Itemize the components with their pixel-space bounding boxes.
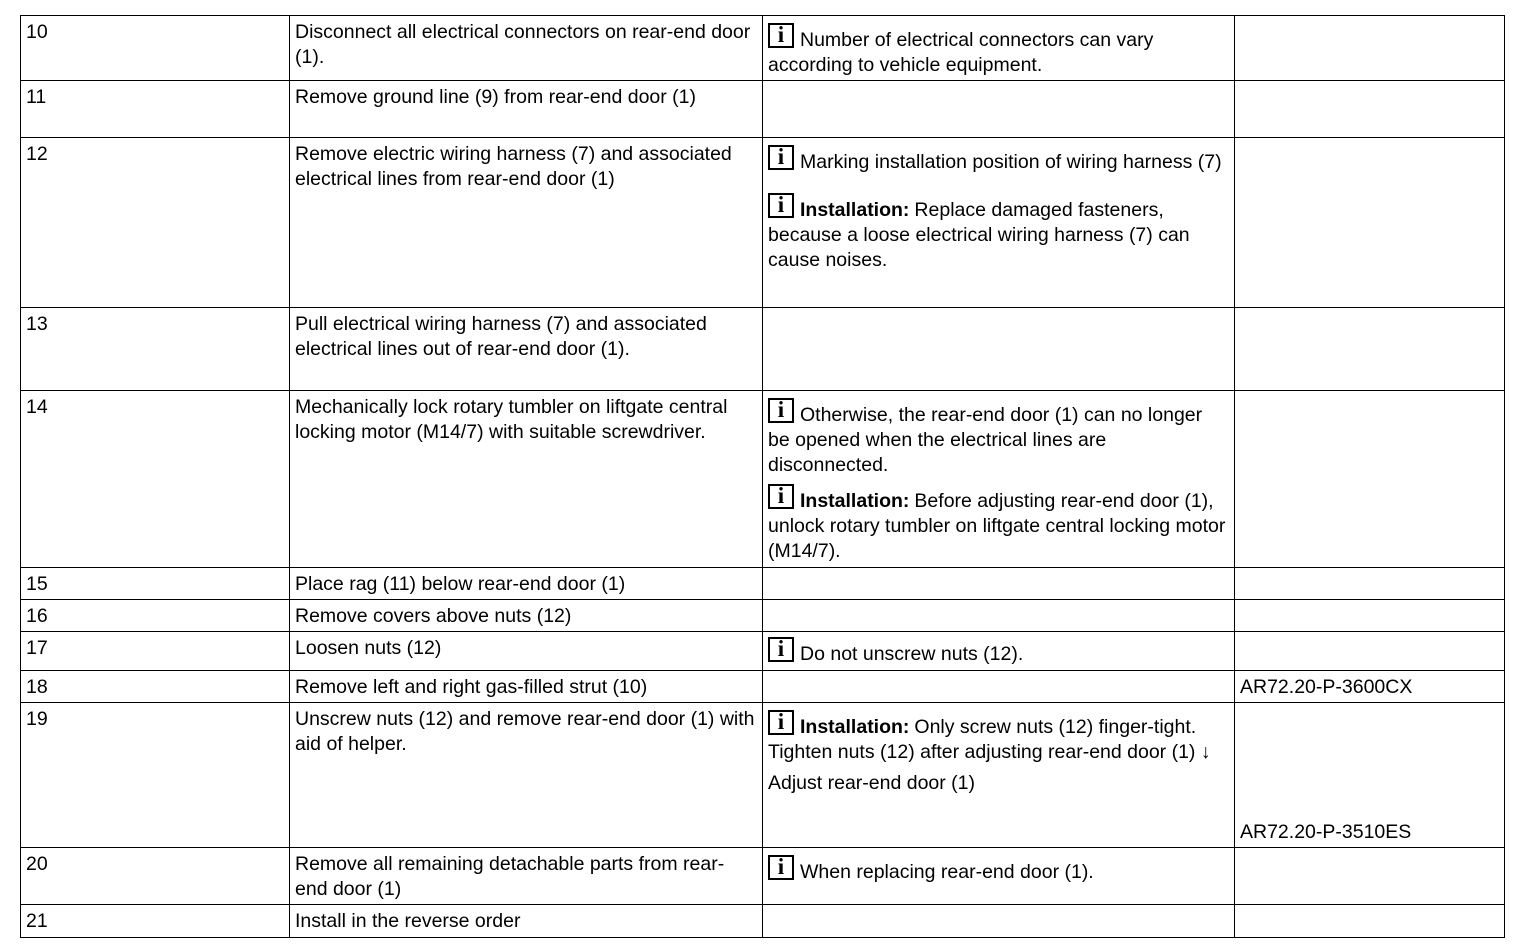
step-number: 21 bbox=[21, 905, 290, 938]
step-notes bbox=[763, 568, 1235, 600]
table-row bbox=[21, 391, 1505, 568]
step-action: Unscrew nuts (12) and remove rear-end door (1) with aid of helper. bbox=[290, 703, 763, 848]
table-row bbox=[21, 703, 1505, 848]
step-reference bbox=[1235, 632, 1505, 671]
info-icon bbox=[768, 23, 794, 48]
step-action: Mechanically lock rotary tumbler on liftgate central locking motor (M14/7) with suitable screwdriver. bbox=[290, 391, 763, 568]
table-row bbox=[21, 600, 1505, 632]
note bbox=[768, 484, 1228, 564]
step-action: Remove left and right gas-filled strut (10) bbox=[290, 671, 763, 703]
step-action: Remove ground line (9) from rear-end door (1) bbox=[290, 81, 763, 138]
note bbox=[768, 145, 1228, 175]
step-action: Pull electrical wiring harness (7) and associated electrical lines out of rear-end door (1). bbox=[290, 308, 763, 391]
table-row bbox=[21, 632, 1505, 671]
step-number: 16 bbox=[21, 600, 290, 632]
info-icon bbox=[768, 398, 794, 423]
table-row bbox=[21, 568, 1505, 600]
step-reference bbox=[1235, 703, 1505, 848]
step-reference bbox=[1235, 308, 1505, 391]
note-text: Number of electrical connectors can vary according to vehicle equipment. bbox=[768, 29, 1154, 76]
table-row bbox=[21, 671, 1505, 703]
step-number: 11 bbox=[21, 81, 290, 138]
step-number: 10 bbox=[21, 16, 290, 81]
step-reference bbox=[1235, 848, 1505, 905]
step-notes bbox=[763, 703, 1235, 848]
step-notes bbox=[763, 308, 1235, 391]
table-row bbox=[21, 905, 1505, 938]
step-notes bbox=[763, 848, 1235, 905]
step-number: 19 bbox=[21, 703, 290, 848]
info-icon bbox=[768, 637, 794, 662]
note-text: Replace damaged fasteners, because a loose electrical wiring harness (7) can cause noises. bbox=[768, 199, 1190, 271]
note-label: Installation: bbox=[800, 716, 910, 738]
note-text: Before adjusting rear-end door (1), unlock rotary tumbler on liftgate central locking motor (M14/7). bbox=[768, 490, 1226, 562]
step-action: Install in the reverse order bbox=[290, 905, 763, 938]
step-reference bbox=[1235, 600, 1505, 632]
note bbox=[768, 23, 1228, 78]
step-number: 18 bbox=[21, 671, 290, 703]
info-icon bbox=[768, 855, 794, 880]
step-notes bbox=[763, 671, 1235, 703]
step-reference bbox=[1235, 138, 1505, 308]
note-text: Otherwise, the rear-end door (1) can no longer be opened when the electrical lines are disconnected. bbox=[768, 404, 1203, 476]
info-icon bbox=[768, 193, 794, 218]
step-notes bbox=[763, 138, 1235, 308]
step-number: 17 bbox=[21, 632, 290, 671]
note bbox=[768, 855, 1228, 885]
step-action: Place rag (11) below rear-end door (1) bbox=[290, 568, 763, 600]
info-icon bbox=[768, 484, 794, 509]
step-reference: AR72.20-P-3600CX bbox=[1235, 671, 1505, 703]
info-icon bbox=[768, 710, 794, 735]
table-row bbox=[21, 16, 1505, 81]
step-notes bbox=[763, 16, 1235, 81]
step-reference bbox=[1235, 905, 1505, 938]
step-notes bbox=[763, 905, 1235, 938]
step-number: 15 bbox=[21, 568, 290, 600]
note-text: Do not unscrew nuts (12). bbox=[800, 643, 1024, 665]
step-action: Loosen nuts (12) bbox=[290, 632, 763, 671]
step-number: 13 bbox=[21, 308, 290, 391]
table-row bbox=[21, 81, 1505, 138]
step-notes bbox=[763, 632, 1235, 671]
note bbox=[768, 710, 1228, 740]
note-text: Tighten nuts (12) after adjusting rear-end door (1) ↓ bbox=[768, 741, 1211, 763]
step-reference bbox=[1235, 16, 1505, 81]
step-reference bbox=[1235, 568, 1505, 600]
reference-code[interactable]: AR72.20-P-3510ES bbox=[1240, 821, 1412, 843]
step-action: Disconnect all electrical connectors on rear-end door (1). bbox=[290, 16, 763, 81]
step-number: 14 bbox=[21, 391, 290, 568]
note-text: Only screw nuts (12) finger-tight. bbox=[914, 716, 1197, 738]
note-text: When replacing rear-end door (1). bbox=[800, 861, 1094, 883]
step-action: Remove electric wiring harness (7) and associated electrical lines from rear-end door (1) bbox=[290, 138, 763, 308]
step-reference bbox=[1235, 81, 1505, 138]
step-number: 12 bbox=[21, 138, 290, 308]
step-reference bbox=[1235, 391, 1505, 568]
table-row bbox=[21, 848, 1505, 905]
step-notes bbox=[763, 81, 1235, 138]
table-row bbox=[21, 308, 1505, 391]
info-icon bbox=[768, 145, 794, 170]
note-text: Marking installation position of wiring harness (7) bbox=[800, 151, 1222, 173]
table-row bbox=[21, 138, 1505, 308]
note bbox=[768, 398, 1228, 478]
procedure-table bbox=[20, 15, 1505, 938]
note bbox=[768, 193, 1228, 273]
step-action: Remove all remaining detachable parts from rear-end door (1) bbox=[290, 848, 763, 905]
note-label: Installation: bbox=[800, 199, 910, 221]
step-action: Remove covers above nuts (12) bbox=[290, 600, 763, 632]
step-notes bbox=[763, 391, 1235, 568]
step-number: 20 bbox=[21, 848, 290, 905]
note-text: Adjust rear-end door (1) bbox=[768, 772, 976, 794]
note bbox=[768, 637, 1228, 667]
step-notes bbox=[763, 600, 1235, 632]
note-label: Installation: bbox=[800, 490, 910, 512]
